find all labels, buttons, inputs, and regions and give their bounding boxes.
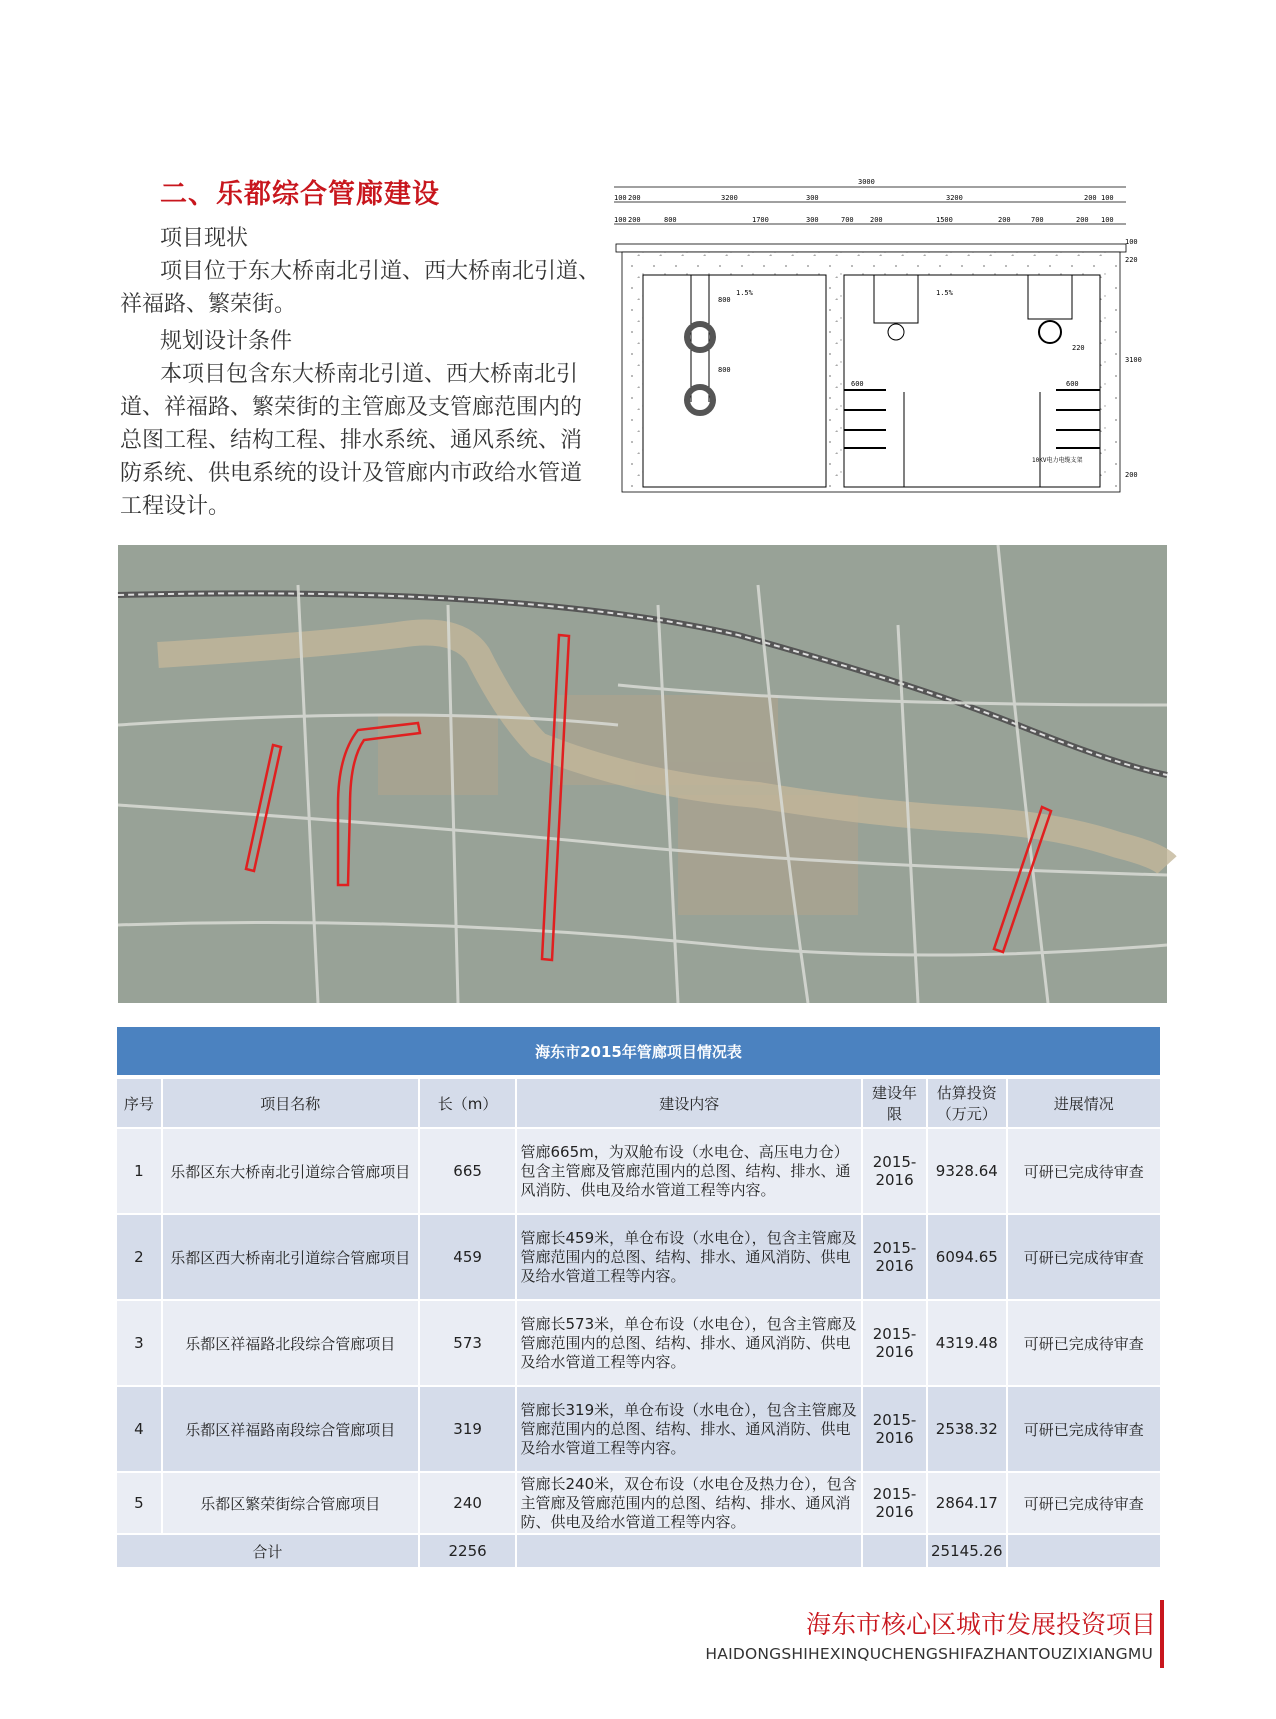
- dim: 3200: [946, 194, 963, 202]
- dim: 100: [614, 216, 627, 224]
- cell-no: 1: [117, 1129, 163, 1215]
- cell-investment: 4319.48: [928, 1301, 1008, 1387]
- cell-no: 5: [117, 1473, 163, 1535]
- total-length: 2256: [420, 1535, 518, 1569]
- status-text: 项目位于东大桥南北引道、西大桥南北引道、祥福路、繁荣街。: [120, 259, 601, 317]
- cell-name: 乐都区祥福路北段综合管廊项目: [163, 1301, 420, 1387]
- cell-content: 管廊长319米，单仓布设（水电仓），包含主管廊及管廊范围内的总图、结构、排水、通风消防、供电及给水管道工程等内容。: [517, 1387, 863, 1473]
- cell-length: 319: [420, 1387, 518, 1473]
- col-header-progress: 进展情况: [1008, 1079, 1162, 1129]
- dim: 200: [870, 216, 883, 224]
- cell-content: 管廊长573米，单仓布设（水电仓），包含主管廊及管廊范围内的总图、结构、排水、通风消防、供电及给水管道工程等内容。: [517, 1301, 863, 1387]
- table-row: [117, 1215, 1162, 1301]
- cell-content: 管廊665m，为双舱布设（水电仓、高压电力仓）包含主管廊及管廊范围内的总图、结构、排水、通风消防、供电及给水管道工程等内容。: [517, 1129, 863, 1215]
- dim: 200: [628, 216, 641, 224]
- body-text: [120, 218, 600, 523]
- cell-length: 665: [420, 1129, 518, 1215]
- total-investment: 25145.26: [928, 1535, 1008, 1569]
- dim: 800: [718, 366, 731, 374]
- dim: 300: [806, 216, 819, 224]
- table-row: [117, 1387, 1162, 1473]
- aerial-site-map: [118, 545, 1167, 1003]
- slope: 1.5%: [936, 289, 953, 297]
- cell-progress: 可研已完成待审查: [1008, 1301, 1162, 1387]
- cell-name: 乐都区祥福路南段综合管廊项目: [163, 1387, 420, 1473]
- footer-title-cn: 海东市核心区城市发展投资项目: [805, 1610, 1156, 1639]
- status-heading: 项目现状: [160, 226, 249, 251]
- cell-investment: 2538.32: [928, 1387, 1008, 1473]
- footer-title-en: HAIDONGSHIHEXINQUCHENGSHIFAZHANTOUZIXIANGMU: [705, 1645, 1153, 1663]
- conditions-heading: 规划设计条件: [160, 329, 293, 354]
- dim-total: 3000: [858, 178, 875, 186]
- table-total-row: [117, 1535, 1162, 1569]
- cell-progress: 可研已完成待审查: [1008, 1387, 1162, 1473]
- col-header-no: 序号: [117, 1079, 163, 1129]
- total-label: 合计: [117, 1535, 420, 1569]
- dim: 220: [1125, 256, 1138, 264]
- col-header-investment: 估算投资（万元）: [928, 1079, 1008, 1129]
- cell-content: 管廊长459米，单仓布设（水电仓），包含主管廊及管廊范围内的总图、结构、排水、通风消防、供电及给水管道工程等内容。: [517, 1215, 863, 1301]
- dim: 220: [1072, 344, 1085, 352]
- dim: 200: [1125, 471, 1138, 479]
- cell-length: 459: [420, 1215, 518, 1301]
- cell-no: 3: [117, 1301, 163, 1387]
- cell-investment: 9328.64: [928, 1129, 1008, 1215]
- cell-name: 乐都区西大桥南北引道综合管廊项目: [163, 1215, 420, 1301]
- pipe-gallery-cross-section-diagram: [606, 172, 1142, 492]
- dim: 700: [1031, 216, 1044, 224]
- dim: 100: [1101, 194, 1114, 202]
- dim: 800: [718, 296, 731, 304]
- dim: 600: [1066, 380, 1079, 388]
- dim: 3100: [1125, 356, 1142, 364]
- dim: 100: [614, 194, 627, 202]
- cell-years: 2015-2016: [863, 1387, 928, 1473]
- cell-investment: 6094.65: [928, 1215, 1008, 1301]
- cell-length: 573: [420, 1301, 518, 1387]
- col-header-years: 建设年限: [863, 1079, 928, 1129]
- section-title: 二、乐都综合管廊建设: [160, 179, 440, 210]
- dim: 200: [998, 216, 1011, 224]
- slope: 1.5%: [736, 289, 753, 297]
- cell-no: 4: [117, 1387, 163, 1473]
- cell-progress: 可研已完成待审查: [1008, 1215, 1162, 1301]
- dim: 600: [851, 380, 864, 388]
- footer-accent-bar: [1160, 1600, 1164, 1668]
- cell-years: 2015-2016: [863, 1129, 928, 1215]
- dim: 700: [841, 216, 854, 224]
- dim: 800: [664, 216, 677, 224]
- col-header-content: 建设内容: [517, 1079, 863, 1129]
- cell-years: 2015-2016: [863, 1215, 928, 1301]
- dim: 100: [1125, 238, 1138, 246]
- cell-name: 乐都区繁荣街综合管廊项目: [163, 1473, 420, 1535]
- dim: 200: [1084, 194, 1097, 202]
- cell-years: 2015-2016: [863, 1301, 928, 1387]
- conditions-text: 本项目包含东大桥南北引道、西大桥南北引道、祥福路、繁荣街的主管廊及支管廊范围内的总图工程、结构工程、排水系统、通风系统、消防系统、供电系统的设计及管廊内市政给水管道工程设计。: [120, 362, 583, 519]
- col-header-name: 项目名称: [163, 1079, 420, 1129]
- cell-no: 2: [117, 1215, 163, 1301]
- cell-length: 240: [420, 1473, 518, 1535]
- cable-label: 10KV电力电缆支架: [1032, 457, 1083, 464]
- cell-content: 管廊长240米，双仓布设（水电仓及热力仓），包含主管廊及管廊范围内的总图、结构、排水、通风消防、供电及给水管道工程等内容。: [517, 1473, 863, 1535]
- table-row: [117, 1129, 1162, 1215]
- cell-years: 2015-2016: [863, 1473, 928, 1535]
- col-header-length: 长（m）: [420, 1079, 518, 1129]
- dim: 200: [1076, 216, 1089, 224]
- dim: 1700: [752, 216, 769, 224]
- dim: 100: [1101, 216, 1114, 224]
- cell-name: 乐都区东大桥南北引道综合管廊项目: [163, 1129, 420, 1215]
- table-row: [117, 1301, 1162, 1387]
- cell-progress: 可研已完成待审查: [1008, 1129, 1162, 1215]
- dim: 200: [628, 194, 641, 202]
- dim: 1500: [936, 216, 953, 224]
- cell-progress: 可研已完成待审查: [1008, 1473, 1162, 1535]
- table-row: [117, 1473, 1162, 1535]
- dim: 300: [806, 194, 819, 202]
- project-table: [117, 1027, 1162, 1569]
- table-caption: 海东市2015年管廊项目情况表: [117, 1027, 1162, 1079]
- dim: 3200: [721, 194, 738, 202]
- cell-investment: 2864.17: [928, 1473, 1008, 1535]
